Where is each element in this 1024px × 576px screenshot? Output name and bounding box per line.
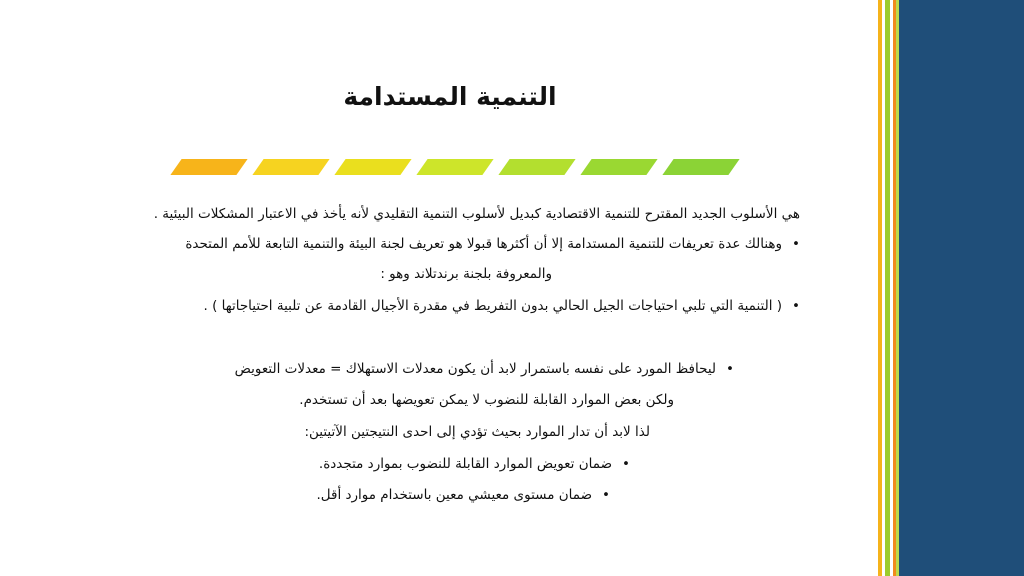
decorative-bar xyxy=(416,159,493,175)
bullet-icon: • xyxy=(622,456,630,472)
body-text: وهنالك عدة تعريفات للتنمية المستدامة إلا أن أكثرها قبولا هو تعريف لجنة البيئة والتنمية التابعة للأمم المتحدة xyxy=(185,236,783,252)
body-text: ضمان مستوى معيشي معين باستخدام موارد أقل. xyxy=(316,487,593,503)
decorative-bar xyxy=(498,159,575,175)
body-line xyxy=(154,200,800,229)
decorative-bar xyxy=(170,159,247,175)
bullet-line xyxy=(185,230,800,259)
decorative-bar xyxy=(252,159,329,175)
body-text: لذا لابد أن تدار الموارد بحيث تؤدي إلى احدى النتيجتين الآتيتين: xyxy=(304,424,650,440)
body-text: ( التنمية التي تلبي احتياجات الجيل الحالي بدون التفريط في مقدرة الأجيال القادمة عن تلبية احتياجاتها ) . xyxy=(203,298,783,314)
body-text: ليحافظ المورد على نفسه باستمرار لابد أن يكون معدلات الاستهلاك = معدلات التعويض xyxy=(234,361,717,377)
body-text: والمعروفة بلجنة برندتلاند وهو : xyxy=(380,266,552,282)
body-line xyxy=(304,418,650,447)
decorative-gradient-bars xyxy=(170,159,750,175)
bullet-line xyxy=(203,292,800,321)
bullet-line xyxy=(235,355,734,384)
decorative-bar xyxy=(334,159,411,175)
decorative-bar xyxy=(580,159,657,175)
blue-sidebar-panel xyxy=(899,0,1024,576)
body-line xyxy=(299,386,674,415)
bullet-icon: • xyxy=(792,236,800,252)
body-text: ولكن بعض الموارد القابلة للنضوب لا يمكن تعويضها بعد أن تستخدم. xyxy=(299,392,674,408)
body-text: هي الأسلوب الجديد المقترح للتنمية الاقتصادية كبديل لأسلوب التنمية التقليدي لأنه يأخذ في الاعتبار المشكلات البيئية . xyxy=(153,206,800,222)
body-text: ضمان تعويض الموارد القابلة للنضوب بموارد متجددة. xyxy=(318,456,613,472)
bullet-icon: • xyxy=(602,487,610,503)
slide-title: التنمية المستدامة xyxy=(343,82,557,111)
bullet-icon: • xyxy=(726,361,734,377)
bullet-icon: • xyxy=(792,298,800,314)
bullet-line xyxy=(319,450,630,479)
body-line xyxy=(380,260,552,289)
decorative-bar xyxy=(662,159,739,175)
bullet-line xyxy=(317,481,610,510)
